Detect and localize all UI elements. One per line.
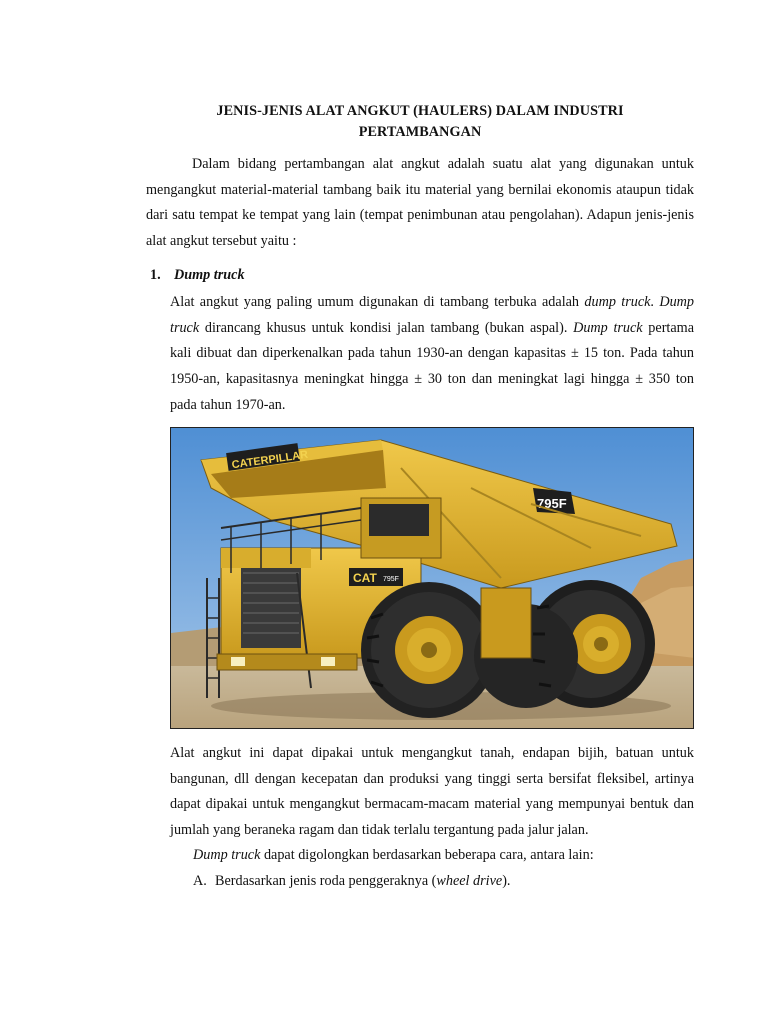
dump-truck-paragraph [170, 290, 694, 419]
p1-italic-b: dump truck [584, 294, 651, 310]
photo-model-text: 795F [537, 496, 567, 511]
title-line-1: JENIS-JENIS ALAT ANGKUT (HAULERS) DALAM INDUSTRI [216, 103, 624, 119]
list-item-a-label: A. [193, 873, 207, 889]
p1-text-e: dirancang khusus untuk kondisi jalan tambang (bukan aspal). [199, 319, 574, 336]
intro-text: Dalam bidang pertambangan alat angkut adalah suatu alat yang digunakan untuk mengangkut material-material tambang baik itu material yang bernilai ekonomis ataupun tidak dari satu tempat ke tempat yang lain (tempat penimbunan atau pengolahan). Adapun jenis-jenis alat angkut tersebut yaitu : [146, 156, 694, 250]
dump-truck-photo [170, 427, 694, 729]
p1-text-c: . [650, 294, 660, 310]
section-title: Dump truck [174, 267, 245, 283]
document-title [146, 101, 694, 143]
section-number: 1. [150, 267, 161, 283]
item-a-text-1: Berdasarkan jenis roda penggeraknya ( [215, 873, 437, 889]
photo-badge-text: CAT [353, 571, 377, 585]
p1-text-a: Alat angkut yang paling umum digunakan di tambang terbuka adalah [170, 294, 585, 310]
intro-paragraph [146, 152, 694, 255]
photo-brand-text: CATERPILLAR [231, 448, 309, 472]
title-line-2: PERTAMBANGAN [358, 124, 482, 140]
p3-text: dapat digolongkan berdasarkan beberapa cara, antara lain: [260, 847, 594, 863]
usage-paragraph: Alat angkut ini dapat dipakai untuk mengangkut tanah, endapan bijih, batuan untuk bangunan, dll dengan kecepatan dan produksi yang tinggi serta bersifat fleksibel, artinya dapat dipakai untuk mengangkut bermacam-macam material yang mempunyai bentuk dan jumlah yang beraneka ragam dan tidak terlalu tergantung pada jalur jalan. [170, 745, 694, 839]
item-a-text-3: ). [502, 873, 511, 889]
p1-italic-f: Dump truck [573, 319, 643, 336]
p1-text-g: pertama kali dibuat dan diperkenalkan pada tahun 1930-an dengan kapasitas ± 15 ton. Pada tahun 1950-an, kapasitasnya meningkat hingga ± 30 ton dan meningkat lagi hingga ± 350 ton pada tahun 1970-an. [170, 319, 694, 413]
section-heading [150, 265, 245, 285]
list-item-a [193, 870, 510, 892]
p1-italic-d: Dump truck [170, 294, 695, 336]
photo-badge-small: 795F [383, 576, 399, 583]
classification-intro [193, 844, 594, 866]
item-a-italic: wheel drive [436, 873, 503, 889]
p3-italic: Dump truck [193, 847, 261, 863]
